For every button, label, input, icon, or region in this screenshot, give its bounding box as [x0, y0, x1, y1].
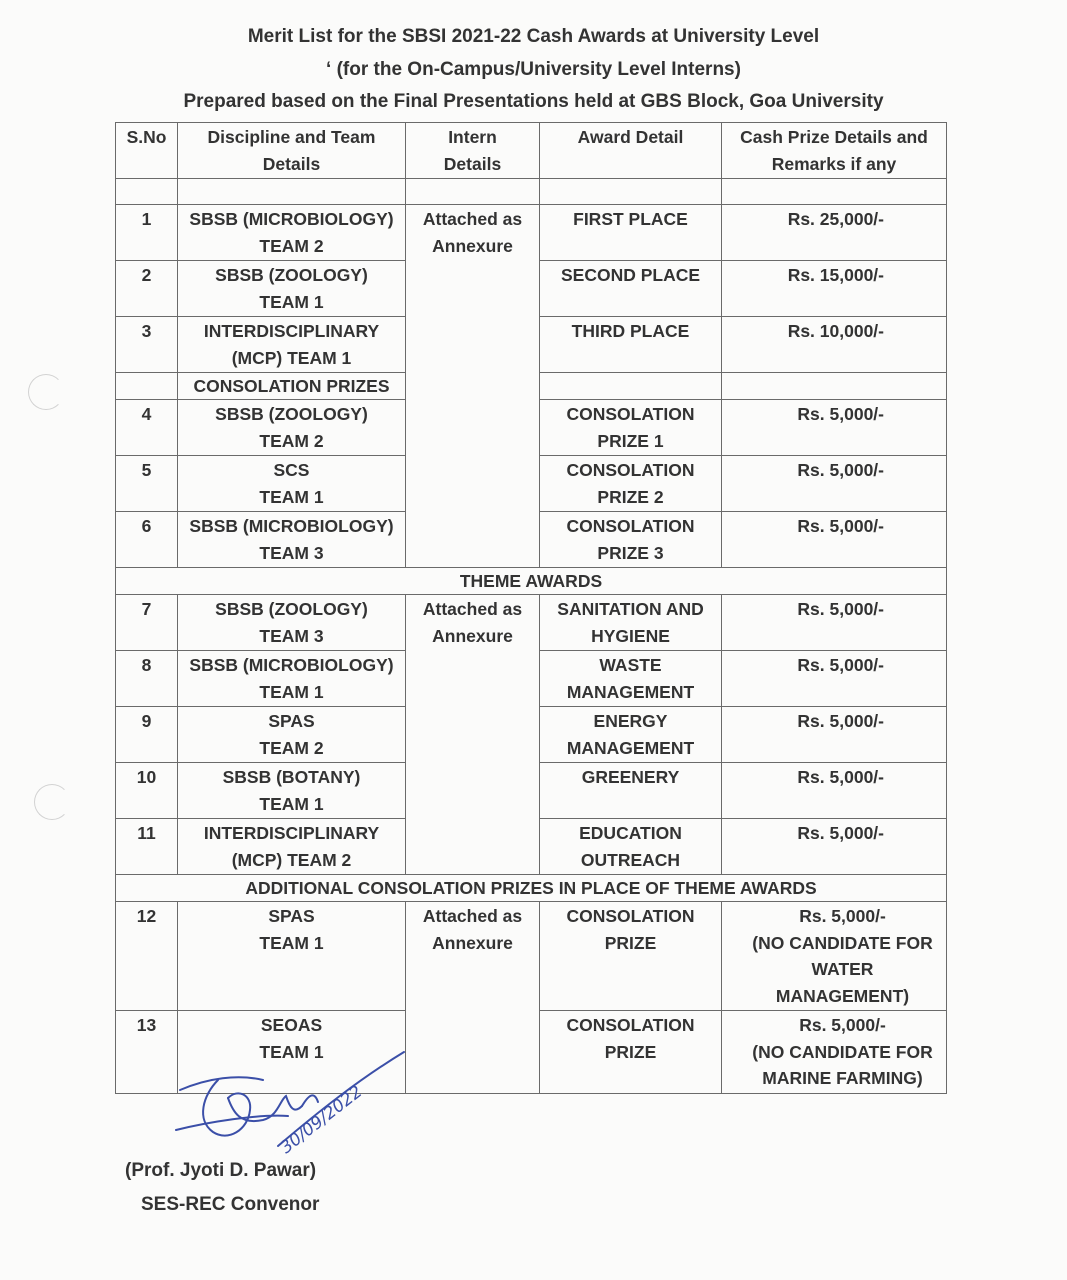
cell-line: Rs. 5,000/- — [797, 767, 884, 787]
team-cell — [178, 261, 406, 317]
cell-line: Rs. 5,000/- — [799, 906, 886, 926]
sno-cell: 11 — [116, 819, 178, 875]
cell-line: SBSB (MICROBIOLOGY) — [189, 655, 394, 675]
table-row — [116, 205, 947, 261]
header-text: Remarks if any — [771, 153, 897, 174]
team-cell — [178, 902, 406, 1011]
section-empty-cell — [540, 373, 722, 400]
binder-hole-mark — [28, 374, 64, 410]
table-row — [116, 595, 947, 651]
intern-details-cell — [406, 595, 540, 875]
spacer-cell — [540, 179, 722, 205]
document-title: Merit List for the SBSI 2021-22 Cash Awards at University Level — [247, 26, 820, 47]
cell-line: TEAM 1 — [259, 681, 324, 702]
header-text: Cash Prize Details and — [740, 127, 928, 147]
col-header-award — [540, 123, 722, 179]
section-empty-cell — [722, 373, 947, 400]
cell-line: ENERGY — [593, 711, 668, 731]
cell-line: INTERDISCIPLINARY — [203, 823, 380, 843]
cash-prize-cell — [722, 261, 947, 317]
intern-details-cell — [406, 902, 540, 1094]
signature-image — [168, 1050, 408, 1160]
spacer-cell — [722, 179, 947, 205]
cash-prize-cell — [722, 317, 947, 373]
cell-line: (NO CANDIDATE FOR — [752, 1041, 933, 1062]
cell-line: Rs. 15,000/- — [787, 265, 884, 285]
cash-prize-cell — [722, 456, 947, 512]
cash-prize-cell — [722, 651, 947, 707]
team-cell — [178, 707, 406, 763]
sno-cell: 8 — [116, 651, 178, 707]
cell-line: Rs. 5,000/- — [797, 711, 884, 731]
cash-prize-cell — [722, 707, 947, 763]
header-text: Details — [443, 153, 502, 174]
award-cell — [540, 456, 722, 512]
sno-cell: 2 — [116, 261, 178, 317]
cell-line: SCS — [273, 460, 310, 480]
merit-table-body — [116, 123, 947, 1094]
sno-cell: 7 — [116, 595, 178, 651]
cell-line: SANITATION AND — [557, 599, 704, 619]
cell-line: PRIZE 2 — [597, 486, 664, 507]
sno-cell: 10 — [116, 763, 178, 819]
cell-line: PRIZE — [604, 932, 657, 953]
cell-line: SECOND PLACE — [560, 265, 701, 285]
cell-line: WATER — [811, 959, 874, 979]
award-cell — [540, 317, 722, 373]
table-row — [116, 902, 947, 1011]
cell-line: (NO CANDIDATE FOR — [752, 932, 933, 953]
section-heading: CONSOLATION PRIZES — [178, 373, 406, 400]
team-cell — [178, 595, 406, 651]
cash-prize-cell — [722, 1011, 947, 1094]
cell-line: PRIZE — [604, 1041, 657, 1062]
team-cell — [178, 400, 406, 456]
cell-line: TEAM 1 — [259, 486, 324, 507]
header-text: Details — [262, 153, 321, 174]
cell-line: SPAS — [268, 906, 315, 926]
cell-line: Rs. 5,000/- — [797, 404, 884, 424]
section-heading: ADDITIONAL CONSOLATION PRIZES IN PLACE OF THEME AWARDS — [116, 875, 947, 902]
section-row-additional — [116, 875, 947, 902]
cell-line: OUTREACH — [580, 849, 681, 870]
cash-prize-cell — [722, 763, 947, 819]
award-cell — [540, 707, 722, 763]
cell-line: SBSB (ZOOLOGY) — [215, 599, 368, 619]
sno-cell: 5 — [116, 456, 178, 512]
cell-line: Annexure — [432, 235, 513, 256]
binder-hole-mark — [34, 784, 70, 820]
cell-line: PRIZE 3 — [597, 542, 664, 563]
cell-line: TEAM 2 — [259, 235, 324, 256]
cell-line: Rs. 5,000/- — [797, 599, 884, 619]
spacer-cell — [406, 179, 540, 205]
cell-line: INTERDISCIPLINARY — [203, 321, 380, 341]
signatory-role: SES-REC Convenor — [141, 1194, 320, 1215]
award-cell — [540, 512, 722, 568]
cell-line: Rs. 5,000/- — [797, 460, 884, 480]
cell-line: Rs. 5,000/- — [797, 823, 884, 843]
cell-line: GREENERY — [581, 767, 680, 787]
cell-line: TEAM 2 — [259, 430, 324, 451]
sno-cell: 12 — [116, 902, 178, 1011]
cell-line: Attached as — [422, 599, 523, 619]
section-heading: THEME AWARDS — [116, 568, 947, 595]
cell-line: Annexure — [432, 625, 513, 646]
cell-line: PRIZE 1 — [597, 430, 664, 451]
award-cell — [540, 595, 722, 651]
merit-table — [115, 122, 947, 1094]
cell-line: SPAS — [268, 711, 315, 731]
cash-prize-cell — [722, 819, 947, 875]
team-cell — [178, 456, 406, 512]
col-header-intern — [406, 123, 540, 179]
cash-prize-cell — [722, 512, 947, 568]
cell-line: Attached as — [422, 209, 523, 229]
cell-line: Rs. 5,000/- — [797, 516, 884, 536]
cash-prize-cell — [722, 205, 947, 261]
header-text: Award Detail — [577, 127, 684, 147]
section-empty-cell — [116, 373, 178, 400]
header-text: Intern — [448, 127, 497, 147]
cell-line: SBSB (MICROBIOLOGY) — [189, 209, 394, 229]
sno-cell: 3 — [116, 317, 178, 373]
document-subtitle: ‘ (for the On-Campus/University Level Interns) — [326, 59, 741, 80]
cell-line: CONSOLATION — [566, 1015, 695, 1035]
intern-details-cell — [406, 205, 540, 568]
cell-line: TEAM 1 — [259, 793, 324, 814]
cell-line: (MCP) TEAM 1 — [231, 347, 352, 368]
col-header-cash — [722, 123, 947, 179]
cell-line: (MCP) TEAM 2 — [231, 849, 352, 870]
cash-prize-cell — [722, 902, 947, 1011]
award-cell — [540, 1011, 722, 1094]
cell-line: MANAGEMENT) — [775, 985, 910, 1006]
team-cell — [178, 651, 406, 707]
subtitle-text: (for the On-Campus/University Level Interns) — [336, 59, 741, 80]
team-cell — [178, 512, 406, 568]
cash-prize-cell — [722, 595, 947, 651]
cell-line: HYGIENE — [591, 625, 670, 646]
sno-cell: 13 — [116, 1011, 178, 1094]
spacer-row — [116, 179, 947, 205]
cell-line: MARINE FARMING) — [762, 1068, 923, 1088]
section-row-theme — [116, 568, 947, 595]
cell-line: CONSOLATION — [566, 460, 695, 480]
cell-line: SBSB (BOTANY) — [222, 767, 361, 787]
sno-cell: 1 — [116, 205, 178, 261]
cell-line: TEAM 1 — [259, 1041, 324, 1062]
cell-line: Rs. 5,000/- — [799, 1015, 886, 1035]
cell-line: THIRD PLACE — [571, 321, 690, 341]
signature-date: 30/09/2022 — [276, 1081, 367, 1158]
cell-line: TEAM 3 — [259, 542, 324, 563]
team-cell — [178, 317, 406, 373]
header-row — [116, 123, 947, 179]
team-cell — [178, 205, 406, 261]
cell-line: CONSOLATION — [566, 404, 695, 424]
cell-line: TEAM 1 — [259, 932, 324, 953]
cell-line: Rs. 5,000/- — [797, 655, 884, 675]
team-cell — [178, 763, 406, 819]
cell-line: EDUCATION — [579, 823, 682, 843]
cell-line: Annexure — [432, 932, 513, 953]
col-header-discipline — [178, 123, 406, 179]
cell-line: SBSB (ZOOLOGY) — [215, 404, 368, 424]
award-cell — [540, 763, 722, 819]
award-cell — [540, 651, 722, 707]
sno-cell: 9 — [116, 707, 178, 763]
cell-line: FIRST PLACE — [573, 209, 688, 229]
cell-line: CONSOLATION — [566, 906, 695, 926]
cell-line: TEAM 3 — [259, 625, 324, 646]
header-text: S.No — [126, 127, 167, 147]
cell-line: SBSB (MICROBIOLOGY) — [189, 516, 394, 536]
spacer-cell — [116, 179, 178, 205]
cell-line: MANAGEMENT — [566, 681, 695, 702]
cell-line: SBSB (ZOOLOGY) — [215, 265, 368, 285]
cell-line: MANAGEMENT — [566, 737, 695, 758]
sno-cell: 4 — [116, 400, 178, 456]
header-text: Discipline and Team — [207, 127, 376, 147]
spacer-cell — [178, 179, 406, 205]
col-header-sno — [116, 123, 178, 179]
cell-line: Rs. 25,000/- — [787, 209, 884, 229]
cell-line: SEOAS — [260, 1015, 323, 1035]
cell-line: WASTE — [599, 655, 662, 675]
award-cell — [540, 400, 722, 456]
team-cell — [178, 819, 406, 875]
award-cell — [540, 205, 722, 261]
cell-line: TEAM 1 — [259, 291, 324, 312]
sno-cell: 6 — [116, 512, 178, 568]
signatory-name: (Prof. Jyoti D. Pawar) — [125, 1160, 317, 1181]
cell-line: Attached as — [422, 906, 523, 926]
cell-line: TEAM 2 — [259, 737, 324, 758]
cell-line: Rs. 10,000/- — [787, 321, 884, 341]
document-note: Prepared based on the Final Presentations held at GBS Block, Goa University — [183, 91, 884, 112]
award-cell — [540, 819, 722, 875]
award-cell — [540, 261, 722, 317]
cash-prize-cell — [722, 400, 947, 456]
award-cell — [540, 902, 722, 1011]
cell-line: CONSOLATION — [566, 516, 695, 536]
